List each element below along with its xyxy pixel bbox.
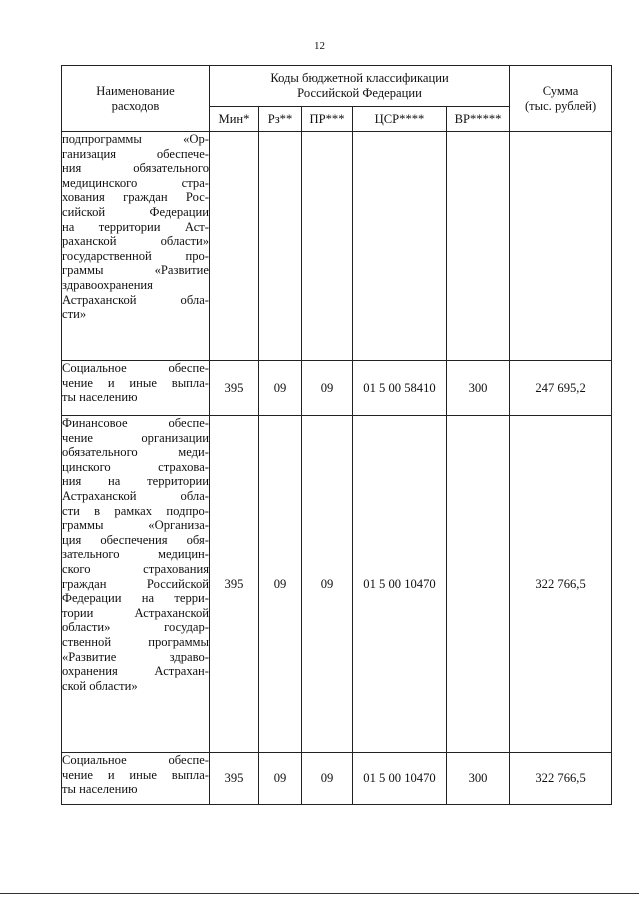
header-sum	[510, 66, 612, 132]
description-line: чение и иные выпла-	[62, 767, 209, 782]
description-line: сти в рамках подпро-	[62, 503, 209, 518]
page-number: 12	[314, 40, 325, 52]
table-row	[62, 132, 612, 361]
row-description	[62, 416, 210, 753]
description-line: Астраханской обла-	[62, 488, 209, 503]
header-pr: ПР***	[302, 107, 353, 132]
description-line: Федерации на терри-	[62, 591, 209, 606]
description-line: на территории Аст-	[62, 219, 209, 234]
table-row	[62, 753, 612, 805]
cell-csr	[353, 132, 447, 361]
description-line: граждан Российской	[62, 576, 209, 591]
header-rz: Рз**	[259, 107, 302, 132]
description-line: подпрограммы «Ор-	[62, 132, 209, 146]
description-line: Астраханской обла-	[62, 292, 209, 307]
cell-sum: 322 766,5	[510, 753, 612, 805]
description-line: «Развитие здраво-	[62, 649, 209, 664]
cell-rz	[259, 132, 302, 361]
description-line: здравоохранения	[62, 277, 153, 292]
cell-rz: 09	[259, 753, 302, 805]
header-codes	[210, 66, 510, 107]
header-name-line-2: расходов	[111, 98, 160, 113]
header-sum-line-2: (тыс. рублей)	[524, 98, 597, 113]
header-vr: ВР*****	[447, 107, 510, 132]
header-codes-line-1: Коды бюджетной классификации	[270, 71, 449, 85]
cell-sum: 247 695,2	[510, 361, 612, 416]
row-description	[62, 132, 210, 361]
cell-csr: 01 5 00 10470	[353, 416, 447, 753]
cell-vr	[447, 416, 510, 753]
description-line: чение и иные выпла-	[62, 375, 209, 390]
description-line: сийской Федерации	[62, 204, 209, 219]
description-line: зательного медицин-	[62, 547, 209, 562]
description-line: обязательного меди-	[62, 445, 209, 460]
description-line: чение организации	[62, 430, 209, 445]
cell-min: 395	[210, 361, 259, 416]
description-line: сти»	[62, 307, 87, 322]
table-row	[62, 361, 612, 416]
header-name-line-1: Наименование	[96, 83, 175, 98]
description-line: медицинского стра-	[62, 175, 209, 190]
cell-sum	[510, 132, 612, 361]
description-line: хования граждан Рос-	[62, 190, 209, 205]
description-line: области» государ-	[62, 620, 209, 635]
row-description	[62, 753, 210, 805]
table-body	[62, 132, 612, 805]
description-line: ганизация обеспече-	[62, 146, 209, 161]
description-line: ты населению	[62, 390, 138, 405]
cell-vr: 300	[447, 361, 510, 416]
description-line: ты населению	[62, 782, 138, 797]
cell-rz: 09	[259, 361, 302, 416]
row-description	[62, 361, 210, 416]
header-name	[62, 66, 210, 132]
description-line: ской области»	[62, 678, 138, 693]
description-line: тории Астраханской	[62, 605, 209, 620]
cell-pr	[302, 132, 353, 361]
description-line: граммы «Развитие	[62, 263, 209, 278]
cell-pr: 09	[302, 753, 353, 805]
header-codes-line-2: Российской Федерации	[297, 86, 422, 100]
description-line: охранения Астрахан-	[62, 664, 209, 679]
cell-csr: 01 5 00 10470	[353, 753, 447, 805]
description-line: государственной про-	[62, 248, 209, 263]
description-line: ния обязательного	[62, 161, 209, 176]
cell-pr: 09	[302, 416, 353, 753]
description-line: ция обеспечения обя-	[62, 532, 209, 547]
description-line: раханской области»	[62, 234, 209, 249]
cell-sum: 322 766,5	[510, 416, 612, 753]
description-line: ского страхования	[62, 561, 209, 576]
header-sum-line-1: Сумма	[542, 83, 579, 98]
description-line: Социальное обеспе-	[62, 753, 209, 767]
header-csr: ЦСР****	[353, 107, 447, 132]
description-line: ственной программы	[62, 634, 209, 649]
cell-min: 395	[210, 753, 259, 805]
description-line: Финансовое обеспе-	[62, 416, 209, 430]
description-line: цинского страхова-	[62, 459, 209, 474]
cell-pr: 09	[302, 361, 353, 416]
cell-csr: 01 5 00 58410	[353, 361, 447, 416]
cell-vr	[447, 132, 510, 361]
description-line: граммы «Организа-	[62, 518, 209, 533]
table-row	[62, 416, 612, 753]
cell-rz: 09	[259, 416, 302, 753]
description-line: ния на территории	[62, 474, 209, 489]
cell-min: 395	[210, 416, 259, 753]
budget-table	[61, 65, 612, 805]
description-line: Социальное обеспе-	[62, 361, 209, 375]
header-min: Мин*	[210, 107, 259, 132]
bottom-rule	[0, 893, 639, 894]
cell-vr: 300	[447, 753, 510, 805]
cell-min	[210, 132, 259, 361]
